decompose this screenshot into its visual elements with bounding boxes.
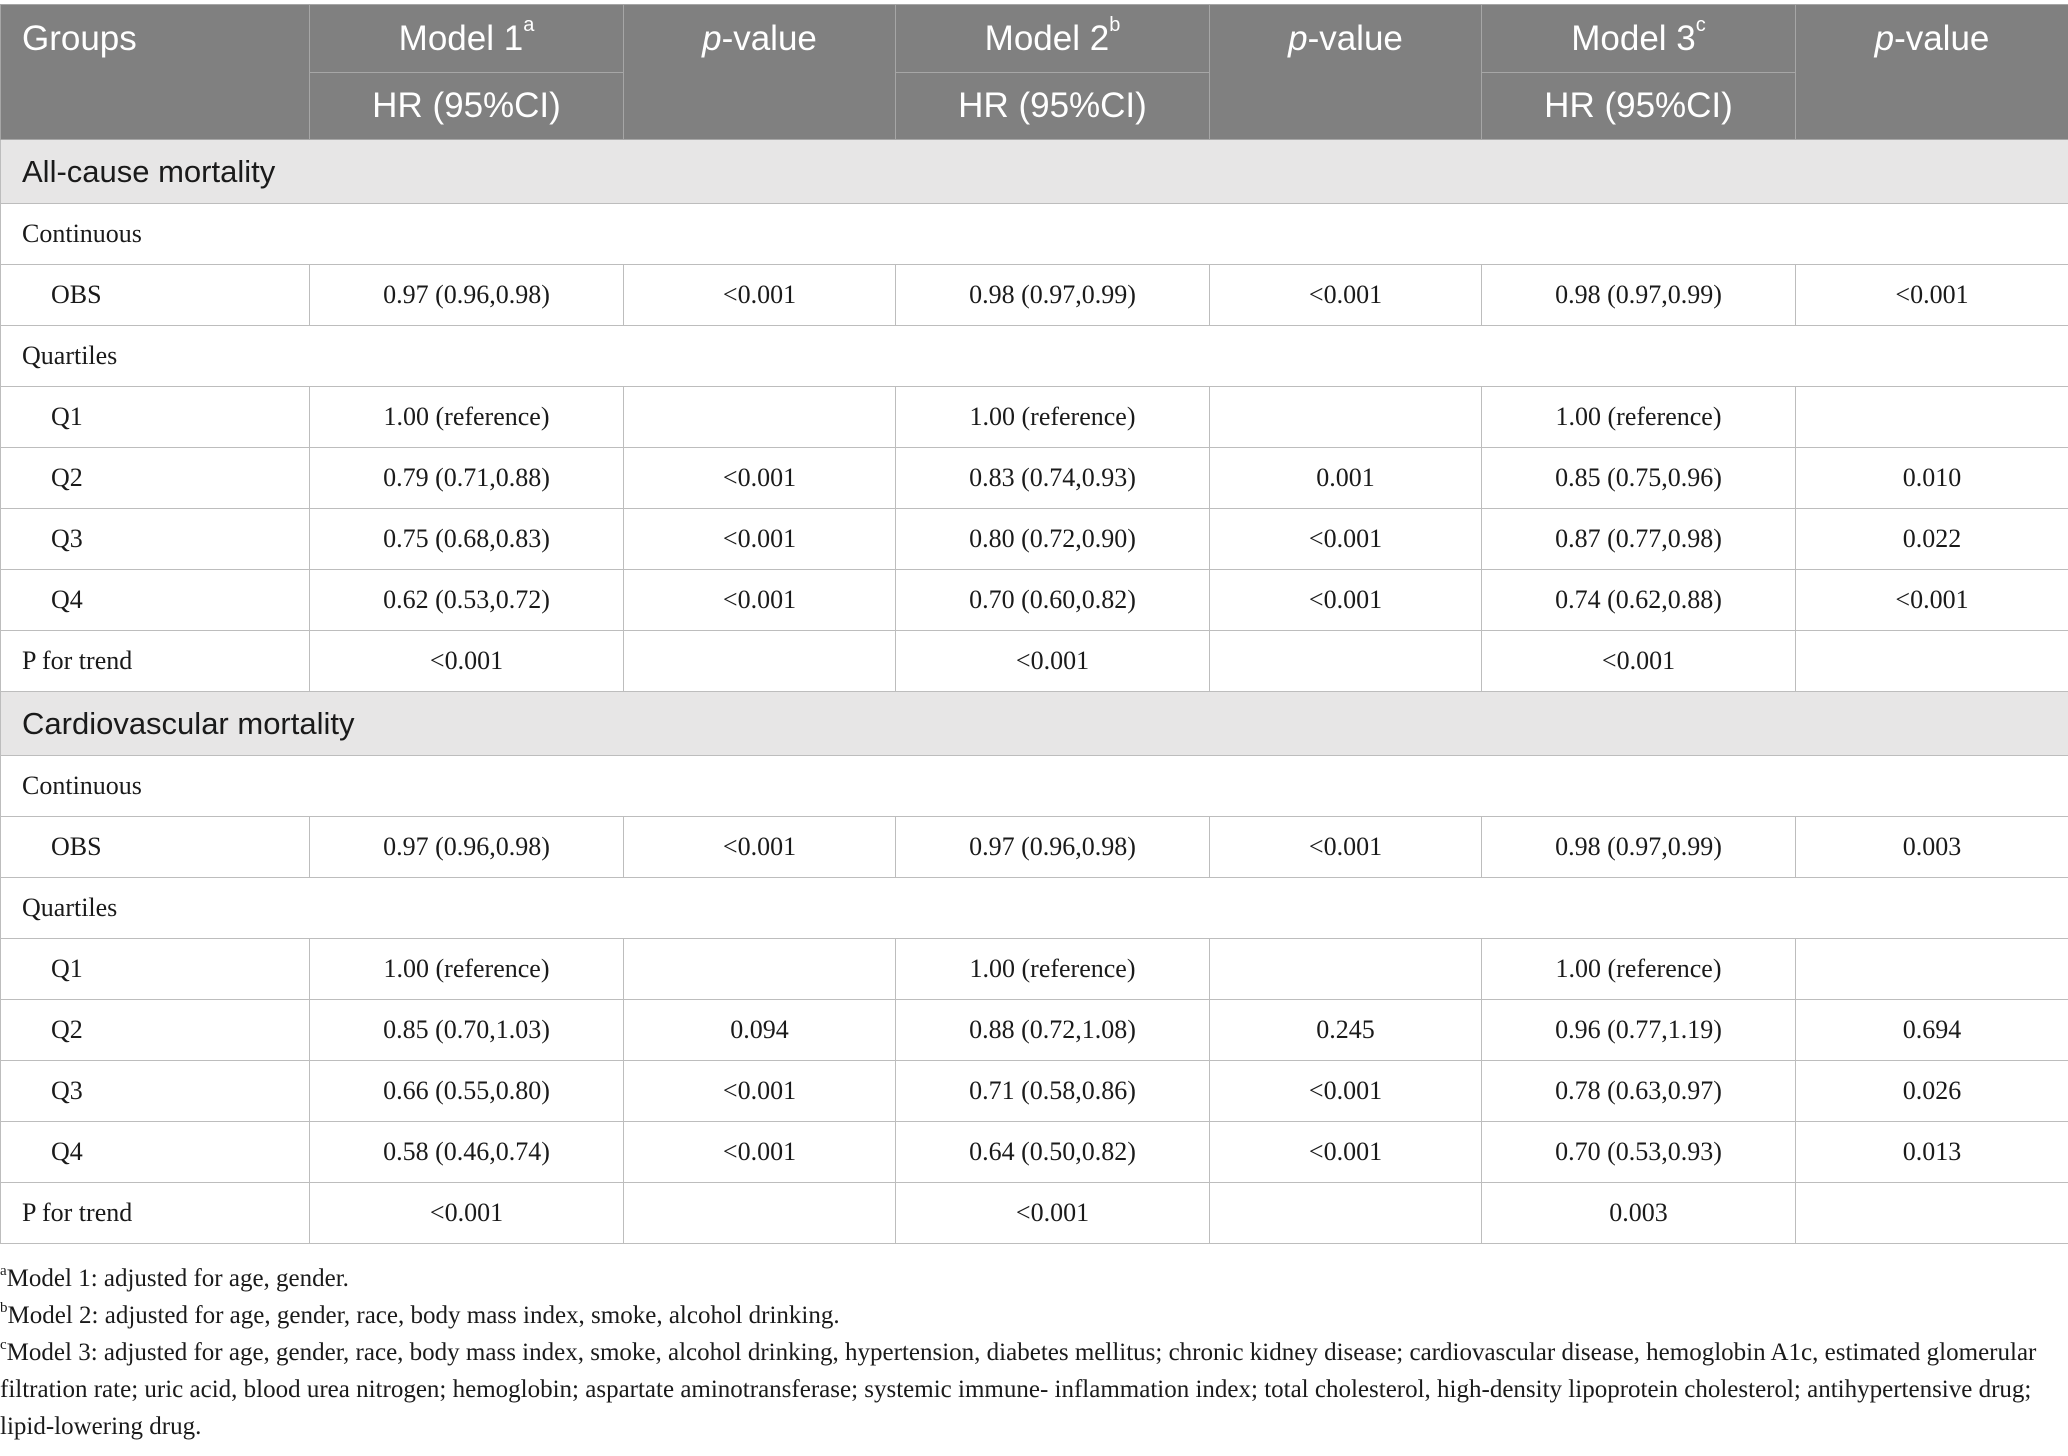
header-pvalue-2	[1210, 5, 1482, 140]
quartile-row-cell: <0.001	[624, 1122, 896, 1183]
quartile-row-cell: 0.094	[624, 1000, 896, 1061]
quartile-row-cell: 0.75 (0.68,0.83)	[310, 509, 624, 570]
quartile-row-cell: <0.001	[1210, 570, 1482, 631]
trend-row-label: P for trend	[1, 631, 310, 692]
header-groups: Groups	[1, 5, 310, 140]
header-model-2	[896, 5, 1210, 73]
table-row	[1, 570, 2068, 631]
header-pvalue-1-rest: -value	[721, 19, 817, 58]
quartile-row-label: Q1	[1, 939, 310, 1000]
trend-row-cell: <0.001	[1482, 631, 1796, 692]
header-model-2-name: Model 2	[984, 18, 1110, 58]
quartile-row-cell	[1796, 387, 2068, 448]
footnote-b-sup: b	[0, 1299, 8, 1316]
header-model-1-name: Model 1	[398, 18, 524, 58]
quartiles-label: Quartiles	[1, 326, 2068, 387]
quartile-row-label: Q4	[1, 570, 310, 631]
obs-row-cell: <0.001	[624, 265, 896, 326]
quartile-row-cell: 0.70 (0.60,0.82)	[896, 570, 1210, 631]
header-pvalue-3-rest: -value	[1894, 19, 1990, 58]
quartile-row-cell: <0.001	[1796, 570, 2068, 631]
quartile-row-cell: 0.87 (0.77,0.98)	[1482, 509, 1796, 570]
table-row	[1, 1122, 2068, 1183]
footnote-c-text: Model 3: adjusted for age, gender, race, body mass index, smoke, alcohol drinking, hypertension, diabetes mellitus; chronic kidney disease; cardiovascular disease, hemoglobin A1c, estimated glomerular filtration rate; uric acid, blood urea nitrogen; hemoglobin; aspartate aminotransferase; systemic immune- inflammation index; total cholesterol, high-density lipoprotein cholesterol; antihypertensive drug; lipid-lowering drug.	[0, 1339, 2037, 1440]
header-pvalue-3	[1796, 5, 2068, 140]
table-row	[1, 387, 2068, 448]
quartile-row-cell	[624, 939, 896, 1000]
section-row	[1, 692, 2068, 756]
footnotes	[0, 1260, 2050, 1445]
table-body	[1, 140, 2068, 1244]
quartile-row-cell: <0.001	[624, 509, 896, 570]
quartile-row-label: Q2	[1, 1000, 310, 1061]
trend-row-cell: <0.001	[896, 631, 1210, 692]
quartile-row-cell: 0.85 (0.70,1.03)	[310, 1000, 624, 1061]
footnote-b-text: Model 2: adjusted for age, gender, race, body mass index, smoke, alcohol drinking.	[7, 1302, 840, 1329]
quartile-row-cell: 0.78 (0.63,0.97)	[1482, 1061, 1796, 1122]
subhead-row	[1, 756, 2068, 817]
trend-row-cell	[624, 1183, 896, 1244]
header-pvalue-3-p: p	[1874, 19, 1895, 58]
quartile-row-cell: 1.00 (reference)	[1482, 387, 1796, 448]
quartile-row-cell: 0.64 (0.50,0.82)	[896, 1122, 1210, 1183]
quartile-row-cell: 0.83 (0.74,0.93)	[896, 448, 1210, 509]
table-row	[1, 817, 2068, 878]
table-row	[1, 265, 2068, 326]
obs-row-cell: 0.97 (0.96,0.98)	[310, 817, 624, 878]
table-row	[1, 1183, 2068, 1244]
obs-row-label: OBS	[1, 265, 310, 326]
footnote-c-sup: c	[0, 1336, 7, 1353]
subhead-row	[1, 326, 2068, 387]
quartile-row-label: Q2	[1, 448, 310, 509]
trend-row-cell	[1796, 1183, 2068, 1244]
trend-row-cell	[1210, 1183, 1482, 1244]
header-model-2-hr: HR (95%CI)	[896, 73, 1210, 140]
quartile-row-cell: 1.00 (reference)	[310, 939, 624, 1000]
footnote-c	[0, 1334, 2050, 1445]
trend-row-cell	[1796, 631, 2068, 692]
quartile-row-cell: 0.001	[1210, 448, 1482, 509]
quartile-row-cell: 0.80 (0.72,0.90)	[896, 509, 1210, 570]
quartile-row-cell: 0.022	[1796, 509, 2068, 570]
quartiles-label: Quartiles	[1, 878, 2068, 939]
header-pvalue-2-rest: -value	[1307, 19, 1403, 58]
trend-row-label: P for trend	[1, 1183, 310, 1244]
obs-row-cell: 0.98 (0.97,0.99)	[1482, 265, 1796, 326]
trend-row-cell: <0.001	[310, 1183, 624, 1244]
table-row	[1, 509, 2068, 570]
continuous-label: Continuous	[1, 204, 2068, 265]
quartile-row-cell: <0.001	[1210, 1122, 1482, 1183]
header-model-3-hr: HR (95%CI)	[1482, 73, 1796, 140]
quartile-row-label: Q3	[1, 1061, 310, 1122]
quartile-row-cell	[624, 387, 896, 448]
header-model-1	[310, 5, 624, 73]
hazard-ratio-table	[0, 4, 2068, 1244]
quartile-row-cell: 0.88 (0.72,1.08)	[896, 1000, 1210, 1061]
quartile-row-cell: 0.245	[1210, 1000, 1482, 1061]
header-model-1-sup: a	[523, 13, 535, 36]
trend-row-cell: 0.003	[1482, 1183, 1796, 1244]
obs-row-cell: <0.001	[624, 817, 896, 878]
quartile-row-cell: <0.001	[1210, 1061, 1482, 1122]
table-row	[1, 1061, 2068, 1122]
footnote-a-text: Model 1: adjusted for age, gender.	[6, 1265, 349, 1292]
quartile-row-label: Q1	[1, 387, 310, 448]
trend-row-cell	[1210, 631, 1482, 692]
quartile-row-label: Q3	[1, 509, 310, 570]
header-model-3	[1482, 5, 1796, 73]
quartile-row-cell: 0.58 (0.46,0.74)	[310, 1122, 624, 1183]
obs-row-cell: 0.97 (0.96,0.98)	[310, 265, 624, 326]
quartile-row-label: Q4	[1, 1122, 310, 1183]
quartile-row-cell	[1210, 387, 1482, 448]
quartile-row-cell: 0.74 (0.62,0.88)	[1482, 570, 1796, 631]
quartile-row-cell: 1.00 (reference)	[896, 387, 1210, 448]
quartile-row-cell: 0.026	[1796, 1061, 2068, 1122]
quartile-row-cell: 0.694	[1796, 1000, 2068, 1061]
quartile-row-cell: 0.79 (0.71,0.88)	[310, 448, 624, 509]
continuous-label: Continuous	[1, 756, 2068, 817]
table-row	[1, 939, 2068, 1000]
obs-row-cell: 0.98 (0.97,0.99)	[1482, 817, 1796, 878]
table-header	[1, 5, 2068, 140]
section-title: All-cause mortality	[1, 140, 2068, 204]
header-pvalue-1	[624, 5, 896, 140]
header-pvalue-2-p: p	[1288, 19, 1308, 58]
section-row	[1, 140, 2068, 204]
footnote-b	[0, 1297, 2050, 1334]
footnote-a	[0, 1260, 2050, 1297]
trend-row-cell: <0.001	[896, 1183, 1210, 1244]
quartile-row-cell	[1796, 939, 2068, 1000]
header-model-2-sup: b	[1109, 13, 1121, 36]
quartile-row-cell: 0.96 (0.77,1.19)	[1482, 1000, 1796, 1061]
quartile-row-cell: <0.001	[624, 570, 896, 631]
quartile-row-cell: 1.00 (reference)	[1482, 939, 1796, 1000]
quartile-row-cell: <0.001	[1210, 509, 1482, 570]
obs-row-cell: 0.003	[1796, 817, 2068, 878]
quartile-row-cell: 0.70 (0.53,0.93)	[1482, 1122, 1796, 1183]
obs-row-label: OBS	[1, 817, 310, 878]
quartile-row-cell: 0.85 (0.75,0.96)	[1482, 448, 1796, 509]
footnote-a-sup: a	[0, 1262, 7, 1279]
quartile-row-cell: 0.013	[1796, 1122, 2068, 1183]
table-row	[1, 631, 2068, 692]
quartile-row-cell: <0.001	[624, 1061, 896, 1122]
obs-row-cell: <0.001	[1796, 265, 2068, 326]
quartile-row-cell	[1210, 939, 1482, 1000]
trend-row-cell	[624, 631, 896, 692]
obs-row-cell: 0.97 (0.96,0.98)	[896, 817, 1210, 878]
obs-row-cell: <0.001	[1210, 265, 1482, 326]
header-model-1-hr: HR (95%CI)	[310, 73, 624, 140]
obs-row-cell: <0.001	[1210, 817, 1482, 878]
header-model-3-sup: c	[1695, 13, 1706, 36]
header-pvalue-1-p: p	[702, 19, 722, 58]
quartile-row-cell: <0.001	[624, 448, 896, 509]
subhead-row	[1, 204, 2068, 265]
quartile-row-cell: 1.00 (reference)	[310, 387, 624, 448]
trend-row-cell: <0.001	[310, 631, 624, 692]
quartile-row-cell: 0.66 (0.55,0.80)	[310, 1061, 624, 1122]
section-title: Cardiovascular mortality	[1, 692, 2068, 756]
quartile-row-cell: 0.62 (0.53,0.72)	[310, 570, 624, 631]
quartile-row-cell: 1.00 (reference)	[896, 939, 1210, 1000]
table-row	[1, 448, 2068, 509]
table-row	[1, 1000, 2068, 1061]
obs-row-cell: 0.98 (0.97,0.99)	[896, 265, 1210, 326]
quartile-row-cell: 0.010	[1796, 448, 2068, 509]
quartile-row-cell: 0.71 (0.58,0.86)	[896, 1061, 1210, 1122]
header-model-3-name: Model 3	[1571, 18, 1696, 58]
subhead-row	[1, 878, 2068, 939]
